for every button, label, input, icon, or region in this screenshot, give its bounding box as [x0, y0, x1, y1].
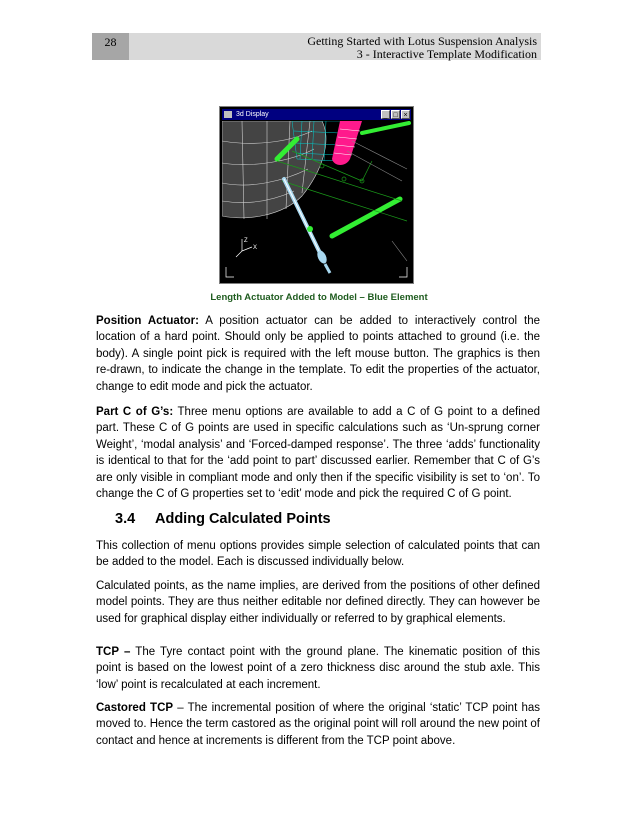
window-titlebar — [222, 109, 411, 120]
page-number: 28 — [92, 33, 129, 60]
close-icon[interactable]: × — [401, 110, 410, 119]
3d-display-window — [219, 106, 414, 284]
term-tcp: TCP – — [96, 646, 131, 658]
paragraph-part-c-of-g: Part C of G’s: Three menu options are available to add a C of G point to a defined part. These C of G points are used in specific calculations such as ‘Un-sprung corner Weight’, ‘modal analysis’ and ‘Forced-damped response’. The three ‘adds’ functionality is identical to that for the ‘add point to part’ discussed earlier. Remember that C of G’s are only visible in compliant mode and only then if the specific visibility is set to ‘on’. To change the C of G properties set to ‘edit’ mode and pick the required C of G point. — [96, 406, 540, 501]
blue-actuator-icon — [284, 179, 330, 273]
term-castored-tcp: Castored TCP — [96, 702, 174, 714]
axis-z-label: Z — [244, 238, 248, 244]
window-title: 3d Display — [236, 111, 269, 118]
tyre-mesh-icon — [222, 121, 326, 218]
paragraph-tcp: TCP – The Tyre contact point with the ground plane. The kinematic position of this point is based on the lowest point of a zero thickness disc around the stub axle. This ‘low’ point is recalculated at each increment. — [96, 646, 540, 691]
axis-x-label: X — [253, 245, 258, 251]
header-title: Getting Started with Lotus Suspension Analysis — [307, 34, 537, 48]
minimize-icon[interactable]: _ — [381, 110, 390, 119]
term-position-actuator: Position Actuator: — [96, 315, 199, 327]
paragraph-position-actuator: Position Actuator: A position actuator can be added to interactively control the location of a hard point. Should only be applied to points attached to ground (i.e. the body). A single point pick is required with the left mouse button. The graphics is then re-drawn, to indicate the change in the template. To edit the properties of the actuator, change to edit mode and pick the actuator. — [96, 315, 540, 393]
maximize-icon[interactable]: □ — [391, 110, 400, 119]
page-header — [92, 33, 541, 60]
paragraph-calculated: Calculated points, as the name implies, are derived from the positions of other defined model points. They are thus neither editable nor defined directly. They can however be used for graphical display either individually or referred to by graphical elements. — [96, 580, 540, 625]
section-heading — [115, 511, 331, 527]
section-title: Adding Calculated Points — [155, 511, 331, 527]
section-number: 3.4 — [115, 511, 136, 527]
app-icon — [224, 111, 232, 118]
header-subtitle: 3 - Interactive Template Modification — [356, 47, 537, 61]
3d-viewport — [222, 121, 411, 281]
suspension-render — [222, 121, 411, 281]
figure-caption: Length Actuator Added to Model – Blue Element — [210, 292, 428, 303]
spring-icon — [332, 121, 362, 165]
paragraph-intro: This collection of menu options provides simple selection of calculated points that can be added to the model. Each is discussed individually below. — [96, 540, 540, 569]
term-part-c-of-g: Part C of G’s: — [96, 406, 174, 418]
paragraph-castored-tcp: Castored TCP – The incremental position of where the original ‘static’ TCP point has moved to. Hence the term castored as the original point will roll around the new point of contact and hence at increments is different from the TCP point above. — [96, 702, 540, 747]
